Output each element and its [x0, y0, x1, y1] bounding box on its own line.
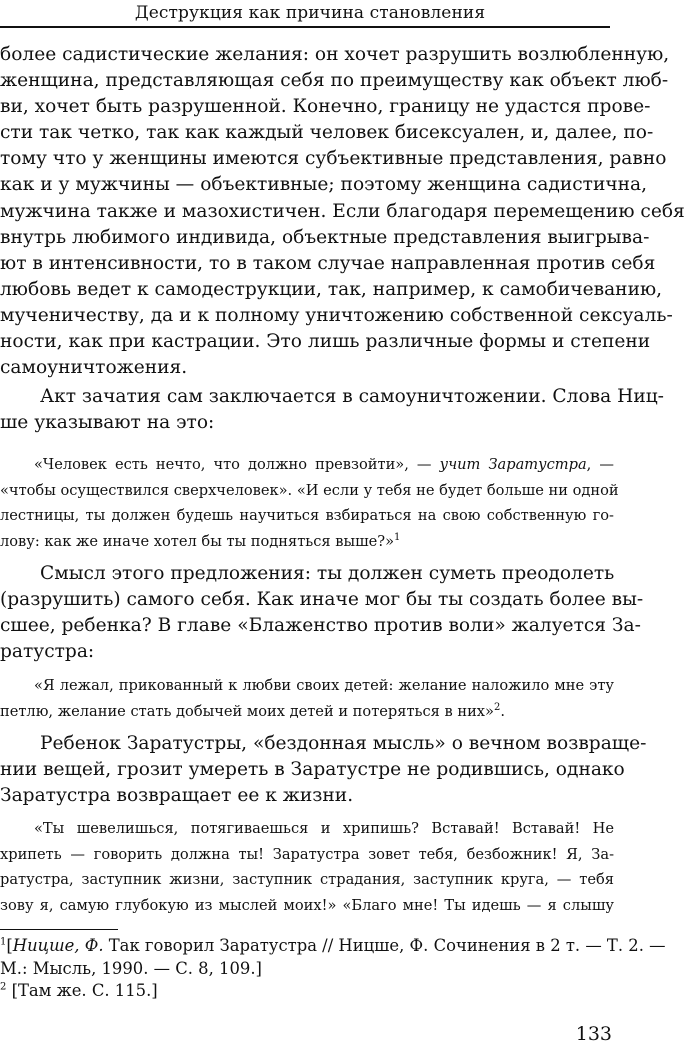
quote-line: зову я, самую глубокую из мыслей моих!» «Благо мне! Ты идешь — я слышу	[0, 896, 614, 914]
footnote-mark: 2	[0, 981, 7, 993]
text-line: Смысл этого предложения: ты должен суметь преодолеть	[40, 563, 615, 584]
footnote-ref: 2	[493, 701, 501, 713]
quote-emphasis: учит Заратустра	[439, 456, 587, 473]
block-quote	[0, 452, 619, 554]
paragraph	[0, 384, 664, 436]
quote-line	[0, 452, 614, 478]
quote-line: лестницы, ты должен будешь научиться взбираться на свою собственную го-	[0, 507, 614, 524]
text-line: Заратустра возвращает ее к жизни.	[0, 785, 354, 807]
text-line: более садистические желания: он хочет разрушить возлюбленную,	[0, 44, 670, 65]
text-line: нии вещей, грозит умереть в Заратустре не родившись, однако	[0, 759, 625, 781]
text-line: как и у мужчины — объективные; поэтому женщина садистична,	[0, 174, 648, 196]
footnote-ref: 1	[394, 531, 401, 543]
footnote-1-cont: М.: Мысль, 1990. — С. 8, 109.]	[0, 958, 262, 978]
text-line: ют в интенсивности, то в таком случае направленная против себя	[0, 252, 656, 274]
paragraph	[0, 731, 647, 809]
paragraph-continued	[0, 42, 685, 381]
footnotes	[0, 935, 666, 1003]
quote-line: ратустра, заступник жизни, заступник страдания, заступник круга, — тебя	[0, 871, 614, 888]
footnote-rule	[0, 929, 118, 930]
quote-line: хрипеть — говорить должна ты! Заратустра зовет тебя, безбожник! Я, За-	[0, 845, 614, 863]
header-rule	[0, 26, 610, 28]
block-quote	[0, 673, 614, 724]
quote-text: петлю, желание стать добычей моих детей и потеряться в них»	[0, 702, 494, 720]
block-quote	[0, 816, 614, 918]
footnote-text: [	[6, 936, 13, 955]
quote-text: «Человек есть нечто, что должно превзойти», —	[34, 456, 440, 473]
footnote-author: Ницше, Ф.	[12, 936, 104, 955]
quote-text: .	[500, 702, 505, 720]
footnote-text: Так говорил Заратустра // Ницше, Ф. Сочинения в 2 т. — Т. 2. —	[103, 936, 666, 955]
text-line: самоуничтожения.	[0, 357, 188, 379]
running-head: Деструкция как причина становления	[134, 3, 486, 23]
text-line: Акт зачатия сам заключается в самоуничтожении. Слова Ниц-	[40, 386, 664, 407]
text-line: сти так четко, так как каждый человек бисексуален, и, далее, по-	[0, 122, 654, 144]
quote-line: «чтобы осуществился сверхчеловек». «И если у тебя не будет больше ни одной	[0, 481, 619, 499]
text-line: сшее, ребенка? В главе «Блаженство против воли» жалуется За-	[0, 615, 641, 637]
paragraph	[0, 561, 644, 665]
text-line: ности, как при кастрации. Это лишь различные формы и степени	[0, 331, 651, 353]
text-line: мученичеству, да и к полному уничтожению собственной сексуаль-	[0, 304, 673, 326]
text-line: ше указывают на это:	[0, 412, 215, 434]
quote-text: , —	[586, 456, 614, 473]
text-line: тому что у женщины имеются субъективные представления, равно	[0, 148, 667, 170]
quote-line	[0, 529, 614, 555]
text-line: женщина, представляющая себя по преимуществу как объект люб-	[0, 70, 669, 92]
text-line: любовь ведет к самодеструкции, так, например, к самобичеванию,	[0, 278, 663, 300]
page-number: 133	[575, 1023, 612, 1045]
quote-text: лову: как же иначе хотел бы ты подняться выше?»	[0, 532, 395, 550]
text-line: ви, хочет быть разрушенной. Конечно, границу не удастся прове-	[0, 96, 651, 118]
text-line: (разрушить) самого себя. Как иначе мог бы ты создать более вы-	[0, 589, 644, 611]
footnote-text: [Там же. С. 115.]	[6, 981, 158, 1000]
footnote-2	[0, 980, 614, 1003]
footnote-1	[0, 935, 666, 958]
quote-line	[0, 699, 614, 725]
quote-line: «Ты шевелишься, потягиваешься и хрипишь? Вставай! Вставай! Не	[34, 820, 614, 837]
footnote-mark: 1	[0, 936, 7, 948]
text-line: ратустра:	[0, 641, 95, 663]
text-line: Ребенок Заратустры, «бездонная мысль» о вечном возвраще-	[40, 733, 647, 754]
quote-line: «Я лежал, прикованный к любви своих детей: желание наложило мне эту	[34, 677, 614, 694]
text-line: внутрь любимого индивида, объектные представления выигрыва-	[0, 226, 650, 248]
text-line: мужчина также и мазохистичен. Если благодаря перемещению себя	[0, 200, 685, 222]
